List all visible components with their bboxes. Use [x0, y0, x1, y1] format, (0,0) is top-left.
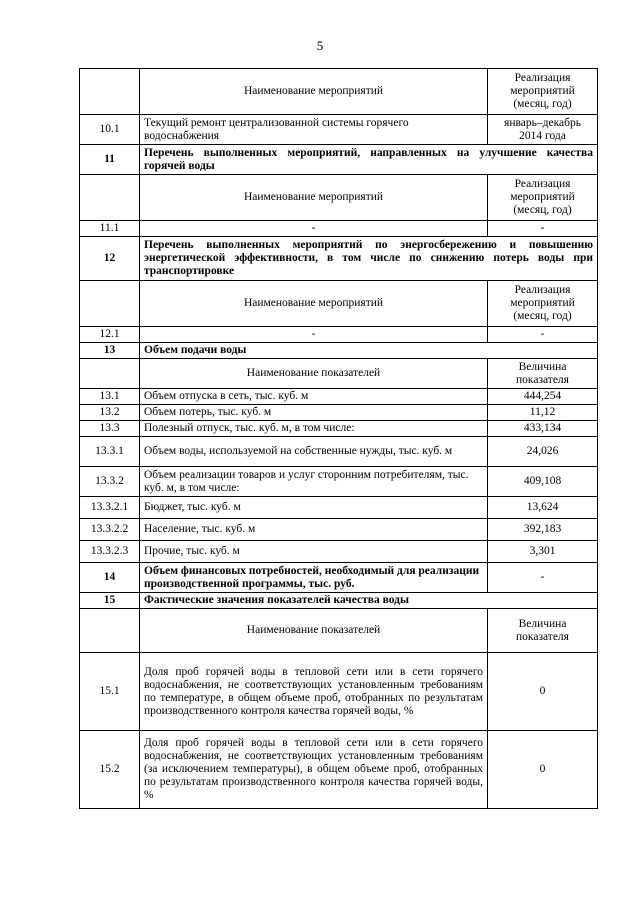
table-row — [80, 221, 598, 237]
section-number: 15 — [80, 593, 140, 609]
row-number-cell — [80, 281, 140, 327]
row-number: 13.2 — [80, 405, 140, 421]
table-row — [80, 541, 598, 563]
section-title: Объем подачи воды — [140, 343, 598, 359]
header-row — [80, 359, 598, 389]
column-header-value: Величина показателя — [488, 609, 598, 653]
row-name: Объем отпуска в сеть, тыс. куб. м — [140, 389, 488, 405]
table-row — [80, 519, 598, 541]
row-value: 0 — [488, 731, 598, 809]
header-row — [80, 69, 598, 115]
column-header-name: Наименование мероприятий — [140, 175, 488, 221]
section-number: 13 — [80, 343, 140, 359]
column-header-name: Наименование показателей — [140, 609, 488, 653]
column-header-value: Величина показателя — [488, 359, 598, 389]
row-number: 15.1 — [80, 653, 140, 731]
report-table — [79, 68, 598, 809]
section-number: 14 — [80, 563, 140, 593]
row-number: 13.3.2.3 — [80, 541, 140, 563]
row-name: Прочие, тыс. куб. м — [140, 541, 488, 563]
column-header-value: Реализация мероприятий (месяц, год) — [488, 175, 598, 221]
column-header-name: Наименование мероприятий — [140, 69, 488, 115]
row-value: 444,254 — [488, 389, 598, 405]
section-title: Перечень выполненных мероприятий по энергосбережению и повышению энергетической эффективности, в том числе по снижению потерь воды при транспортировке — [140, 237, 598, 281]
table-row — [80, 115, 598, 145]
row-value: 409,108 — [488, 467, 598, 497]
section-row — [80, 563, 598, 593]
table-row — [80, 731, 598, 809]
row-number-cell — [80, 69, 140, 115]
row-value: 0 — [488, 653, 598, 731]
section-row — [80, 237, 598, 281]
row-value: 24,026 — [488, 437, 598, 467]
table-row — [80, 467, 598, 497]
row-name: Текущий ремонт централизованной системы горячего водоснабжения — [140, 115, 488, 145]
row-value: 13,624 — [488, 497, 598, 519]
row-value: январь–декабрь 2014 года — [488, 115, 598, 145]
row-value: 11,12 — [488, 405, 598, 421]
column-header-name: Наименование мероприятий — [140, 281, 488, 327]
row-number: 13.1 — [80, 389, 140, 405]
section-number: 12 — [80, 237, 140, 281]
row-value: 433,134 — [488, 421, 598, 437]
table-row — [80, 437, 598, 467]
column-header-name: Наименование показателей — [140, 359, 488, 389]
row-number: 11.1 — [80, 221, 140, 237]
section-value: - — [488, 563, 598, 593]
row-number-cell — [80, 175, 140, 221]
row-name: Доля проб горячей воды в тепловой сети или в сети горячего водоснабжения, не соответствующих установленным требованиям (за исключением температуры), в общем объеме проб, отобранных по результатам производственного контроля качества горячей воды, % — [140, 731, 488, 809]
row-name: Население, тыс. куб. м — [140, 519, 488, 541]
table-row — [80, 389, 598, 405]
row-number: 12.1 — [80, 327, 140, 343]
row-number-cell — [80, 609, 140, 653]
page-number: 5 — [316, 38, 324, 53]
table-row — [80, 497, 598, 519]
row-number: 13.3.2.1 — [80, 497, 140, 519]
row-name: - — [140, 327, 488, 343]
row-name: Объем потерь, тыс. куб. м — [140, 405, 488, 421]
row-name: - — [140, 221, 488, 237]
row-number-cell — [80, 359, 140, 389]
section-title: Объем финансовых потребностей, необходимый для реализации производственной программы, тыс. руб. — [140, 563, 488, 593]
header-row — [80, 609, 598, 653]
table-row — [80, 405, 598, 421]
row-number: 15.2 — [80, 731, 140, 809]
section-title: Перечень выполненных мероприятий, направленных на улучшение качества горячей воды — [140, 145, 598, 175]
row-number: 13.3.2.2 — [80, 519, 140, 541]
section-title: Фактические значения показателей качества воды — [140, 593, 598, 609]
table-row — [80, 653, 598, 731]
table-row — [80, 327, 598, 343]
row-name: Объем воды, используемой на собственные нужды, тыс. куб. м — [140, 437, 488, 467]
row-number: 10.1 — [80, 115, 140, 145]
table-row — [80, 421, 598, 437]
row-value: - — [488, 221, 598, 237]
header-row — [80, 175, 598, 221]
row-name: Бюджет, тыс. куб. м — [140, 497, 488, 519]
row-name: Полезный отпуск, тыс. куб. м, в том числе: — [140, 421, 488, 437]
header-row — [80, 281, 598, 327]
column-header-value: Реализация мероприятий (месяц, год) — [488, 69, 598, 115]
section-row — [80, 343, 598, 359]
row-value: 3,301 — [488, 541, 598, 563]
section-row — [80, 145, 598, 175]
row-name: Доля проб горячей воды в тепловой сети или в сети горячего водоснабжения, не соответствующих установленным требованиям по температуре, в общем объеме проб, отобранных по результатам производственного контроля качества горячей воды, % — [140, 653, 488, 731]
row-number: 13.3.2 — [80, 467, 140, 497]
section-row — [80, 593, 598, 609]
row-number: 13.3 — [80, 421, 140, 437]
column-header-value: Реализация мероприятий (месяц, год) — [488, 281, 598, 327]
row-number: 13.3.1 — [80, 437, 140, 467]
section-number: 11 — [80, 145, 140, 175]
row-name: Объем реализации товаров и услуг сторонним потребителям, тыс. куб. м, в том числе: — [140, 467, 488, 497]
row-value: - — [488, 327, 598, 343]
row-value: 392,183 — [488, 519, 598, 541]
